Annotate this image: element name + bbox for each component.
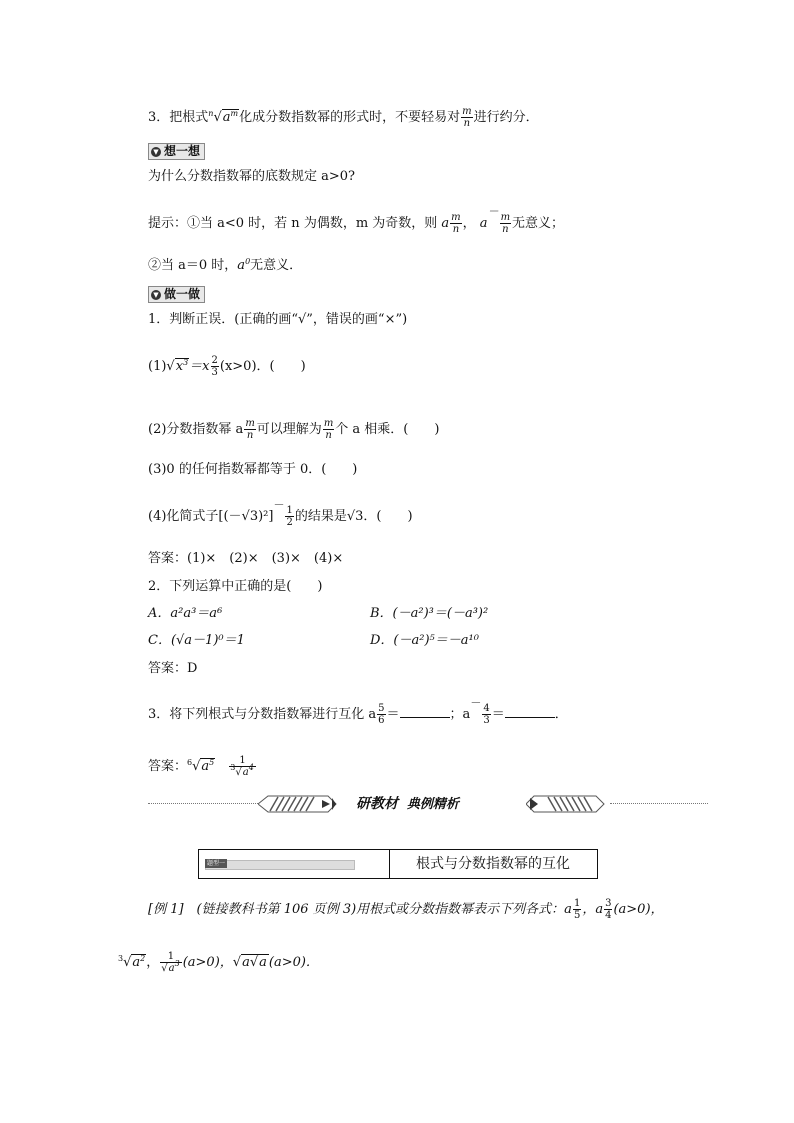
option-b: B．(－a²)³＝(－a³)² [370,606,489,621]
answer-blank[interactable] [505,705,555,718]
banner-right-arrow-icon [526,794,606,814]
fraction-m-over-n: $\frac{m}{n}$ [462,106,472,129]
tag-label: 做一做 [164,287,201,301]
text: (2)分数指数幂 a [148,422,244,437]
text: 无意义． [250,258,303,273]
section-title: 根式与分数指数幂的互化 [416,856,570,872]
fraction-1-over-5: $\frac{1}{5}$ [573,898,581,921]
sqrt-a-sqrt-a: √a√a [232,955,267,970]
banner-left-text: 研教材 [356,796,398,812]
sixth-root-a5: $^6√a^5$ [187,758,215,774]
text: 3．把根式 [148,110,209,125]
text: [例 1] (链接教科书第 106 页例 3)用根式或分数指数幂表示下列各式：a [148,902,572,917]
banner-right-text: 典例精析 [406,797,459,812]
text: 进行约分． [473,110,539,125]
fraction-5-over-6: $\frac{5}{6}$ [378,703,385,726]
section-label: 题型一 [207,860,226,867]
text: (1) [148,359,167,374]
text: 无意义； [512,216,565,231]
power-a-neg-m-n: a－ $\frac{m}{n}$ [475,205,511,235]
text: 提示：①当 a<0 时，若 n 为偶数，m 为奇数，则 [148,216,438,231]
text: 答案： [148,759,188,774]
example-1-line-2 [118,951,319,974]
text: 的结果是√3．( ) [294,509,413,524]
minus-sign: － [470,696,482,709]
sqrt-x-cubed: $√x^3$ [166,358,189,374]
a-zero-power: $a^0$ [237,257,251,273]
do-tag [148,286,205,303]
text: (a>0)． [268,955,319,970]
divider [610,803,708,804]
nth-root-a-m: $^n√a^m$ [208,109,239,125]
option-a: A．a²a³＝a⁶ [148,606,223,621]
hint-2 [148,257,302,276]
section-heading [198,849,598,879]
text: 化成分数指数幂的形式时，不要轻易对 [239,110,461,125]
question-1-4 [148,498,413,528]
section-banner [148,792,708,816]
section-bar [205,860,355,870]
think-question: 为什么分数指数幂的底数规定 a>0? [148,169,356,184]
example-1 [148,898,664,921]
answer-1: 答案：(1)× (2)× (3)× (4)× [148,551,344,566]
text: ＝ [491,707,505,722]
fraction-2-over-3: $\frac{2}{3}$ [211,355,218,378]
fraction-1-over-sqrt-a3: $\frac{1}{√a^3}$ [161,951,180,974]
minus-sign: － [273,498,285,511]
power-a-m-n: a $\frac{m}{n}$ [437,212,461,235]
text: 个 a 相乘．( ) [335,422,440,437]
question-1-title: 1．判断正误．(正确的画“√”，错误的画“×”) [148,312,408,327]
think-tag [148,143,205,160]
text: ②当 a＝0 时， [148,258,238,273]
text: (a>0)， [613,902,664,917]
option-d: D．(－a²)⁵＝－a¹⁰ [370,633,479,648]
fraction-3-over-4: $\frac{3}{4}$ [605,898,612,921]
fraction-1-over-2: $\frac{1}{2}$ [286,505,293,528]
fraction-m-over-n: $\frac{m}{n}$ [323,418,334,441]
banner-title [356,794,459,815]
question-1-1 [148,355,306,378]
hint-1: 提示：①当 a<0 时，若 n 为偶数，m 为奇数，则 a $\frac{m}{n}$ ， a－ $\frac{m}{n}$ 无意义； [148,205,565,235]
text: (a>0)， [182,955,233,970]
tag-label: 想一想 [164,144,201,158]
divider [148,803,258,804]
text: 3．将下列根式与分数指数幂进行互化 a [148,707,377,722]
answer-2: 答案：D [148,661,198,676]
answer-3 [148,755,257,778]
text: ＝x [189,359,210,374]
text: ，a [582,902,604,917]
option-c: C．(√a－1)⁰＝1 [148,633,245,648]
fraction-4-over-3: $\frac{4}{3}$ [483,703,490,726]
text: 可以理解为 [256,422,322,437]
text: ；a [449,707,471,722]
cube-root-a-squared: $^3√a^2$ [118,954,146,970]
question-3: 3．将下列根式与分数指数幂进行互化 a $\frac{5}{6}$ ＝ ；a－ $\frac{4}{3}$ ＝ ． [148,696,568,726]
text: ＝ [386,707,400,722]
intro-item-3 [148,106,539,129]
question-1-3: (3)0 的任何指数幂都等于 0．( ) [148,462,358,477]
chevron-circle-icon: ▼ [151,290,161,300]
question-2-title: 2．下列运算中正确的是( ) [148,579,323,594]
fraction-1-over-cbrt-a4: $\frac{1}{^3√a^4}$ [230,755,254,778]
text: (4)化简式子[(－√3)²] [148,509,274,524]
question-1-2 [148,418,439,441]
text: ， [146,955,160,970]
text: (x>0)．( ) [219,359,306,374]
section-label-cell [199,850,390,878]
fraction-m-over-n: $\frac{m}{n}$ [245,418,255,441]
answer-blank[interactable] [400,705,450,718]
chevron-circle-icon: ▼ [151,147,161,157]
